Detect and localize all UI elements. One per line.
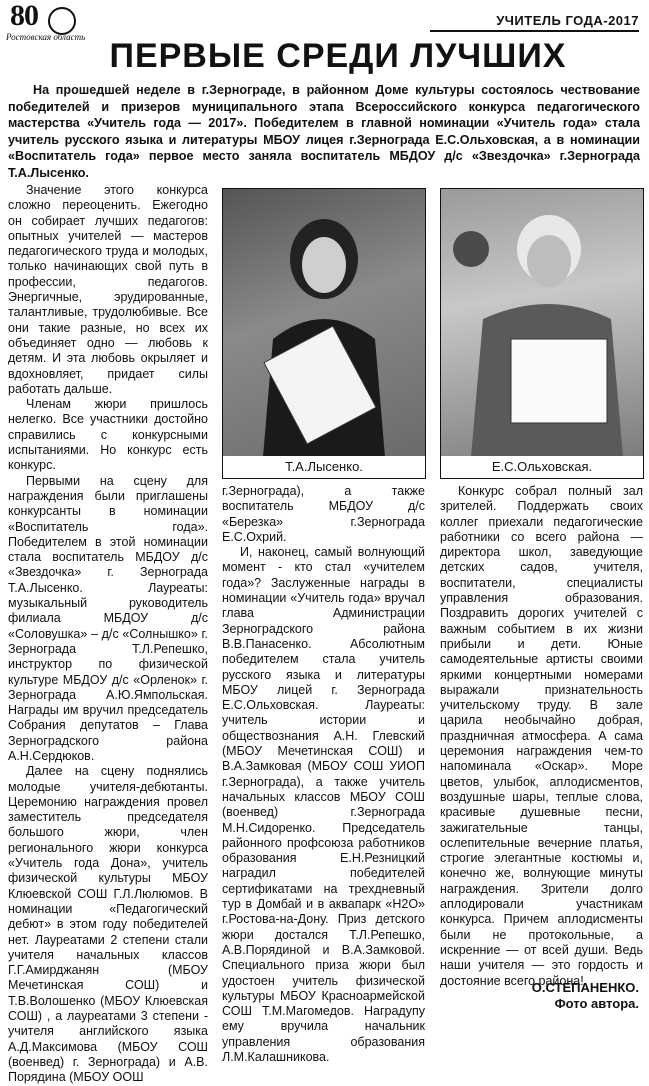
logo-number: 80: [10, 0, 38, 32]
logo-emblem-icon: [48, 7, 76, 35]
paragraph: Членам жюри пришлось нелегко. Все участники достойно справились с конкурсными испытаниями. Но конкурс есть конкурс.: [8, 397, 208, 473]
lead-paragraph: На прошедшей неделе в г.Зернограде, в районном Доме культуры состоялось чествование победителей и призеров муниципального этапа Всероссийского конкурса педагогического мастерства «Учитель года — 2017». Победителем в главной номинации «Учитель года» стала учитель русского языка и литературы МБОУ лицея г.Зернограда Е.С.Ольховская, а в номинации «Воспитатель года» первое место заняла воспитатель МБДОУ д/с «Звездочка» г.Зернограда Т.А.Лысенко.: [8, 83, 640, 180]
photo-credit: Фото автора.: [554, 996, 639, 1011]
article-column-1: [8, 183, 208, 1086]
photo-olkhovskaya: [440, 188, 644, 458]
photo-caption-olkhovskaya: Е.С.Ольховская.: [440, 456, 644, 479]
rubric-title: УЧИТЕЛЬ ГОДА-2017: [496, 13, 639, 28]
paragraph: Конкурс собрал полный зал зрителей. Поддержать своих коллег приехали педагогические работники со всего района — директора школ, заведующие детских садов, учителя, воспитатели, специалисты управления образования. Поздравить дорогих учителей с важным событием в их жизни прибыли и дети. Юные самодеятельные артисты своими яркими концертными номерами выражали признательность учительскому труду. В зале царила необычайно добрая, праздничная атмосфера. А сама церемония награждения чем-то напоминала «Оскар». Море цветов, улыбок, аплодисментов, воздушные шары, теплые слова, красивые душевные песни, зажигательные танцы, ослепительные вечерние платья, строгие элегантные костюмы и, конечно же, волнующие минуты награждения. Зрители долго аплодировали участникам конкурса. Причем аплодисменты были не протокольные, а искренние — от всей души. Ведь наши учителя — это гордость и достояние всего района!: [440, 484, 643, 988]
paragraph: г.Зернограда), а также воспитатель МБДОУ д/с «Березка» г.Зернограда Е.С.Охрий.: [222, 484, 425, 544]
paragraph: И, наконец, самый волнующий момент - кто стал «учителем года»? Заслуженные награды в номинации «Учитель года» вручал глава Администрации Зерноградского района В.В.Панасенко. Абсолютным победителем стала учитель русского языка и литературы МБОУ лицей г. Зернограда Е.С.Ольховская. Лауреаты: учитель истории и обществознания А.Н. Глевский (МБОУ Мечетинская СОШ) и В.А.Замковая (МБОУ СОШ УИОП г.Зернограда), а также учитель начальных классов МБОУ СОШ (военвед) г.Зернограда М.Н.Сидоренко. Председатель районного профсоюза работников образования Е.Н.Резницкий наградил победителей сертификатами на трехдневный тур в Домбай и в аквапарк «Н2О» г.Ростова-на-Дону. Приз детского жюри достался Т.Л.Репешко, А.В.Порядиной и В.А.Замковой. Специального приза жюри был удостоен учитель физической культуры МБОУ Красноармейской СОШ Т.М.Магомедов. Наградупу ему вручила начальник управления образования Л.М.Калашникова.: [222, 545, 425, 1064]
rubric-divider: [430, 30, 639, 32]
paragraph: Далее на сцену поднялись молодые учителя-дебютанты. Церемонию награждения провел заместитель председателя большого жюри, член регионального жюри конкурса «Учитель года Дона», учитель физической культуры МБОУ Клюевской СОШ Г.Л.Люлюмов. В номинации «Педагогический дебют» в этом году победителей нет. Лауреатами 2 степени стали учителя начальных классов Г.Г.Амирджанян (МБОУ Мечетинская СОШ) и Т.В.Волошенко (МБОУ Клюевская СОШ) , а лауреатами 3 степени - учителя английского языка А.Д.Максимова (МБОУ СОШ (военвед) г. Зернограда) и А.В. Порядина (МБОУ ООШ: [8, 764, 208, 1085]
masthead-logo: [4, 2, 114, 46]
portrait-lysenko-image: [223, 189, 425, 457]
portrait-olkhovskaya-image: [441, 189, 643, 457]
article-column-2: [222, 484, 425, 1065]
headline: ПЕРВЫЕ СРЕДИ ЛУЧШИХ: [109, 37, 567, 75]
article-column-3: [440, 484, 643, 989]
paragraph: Значение этого конкурса сложно переоценить. Ежегодно он собирает лучших педагогов: опытных учителей — мастеров педагогического труда и молодых, только начинающих свой путь в профессии, педагогов. Энергичные, эрудированные, талантливые, трудолюбивые. Все они такие разные, но всех их объединяет одно — любовь к детям. И эта любовь окрыляет и вдохновляет, придает силы работать дальше.: [8, 183, 208, 396]
article-signature: [532, 980, 639, 1012]
photo-lysenko: [222, 188, 426, 458]
paragraph: Первыми на сцену для награждения были приглашены конкурсанты в номинации «Воспитатель года». Победителем в этой номинации стала воспитатель МБДОУ д/с «Звездочка» г. Зернограда Т.А.Лысенко. Лауреаты: музыкальный руководитель филиала МБДОУ д/с «Соловушка» – д/с «Солнышко» г. Зернограда Т.Л.Репешко, инструктор по физической культуре МБДОУ д/с «Орленок» г. Зернограда А.Ю.Ямпольская. Награды им вручил председатель Собрания депутатов – Глава Зерноградского района А.Н.Сердюков.: [8, 473, 208, 763]
logo-subtitle: Ростовская область: [6, 32, 86, 42]
author-name: О.СТЕПАНЕНКО.: [531, 980, 639, 995]
photo-caption-lysenko: Т.А.Лысенко.: [222, 456, 426, 479]
